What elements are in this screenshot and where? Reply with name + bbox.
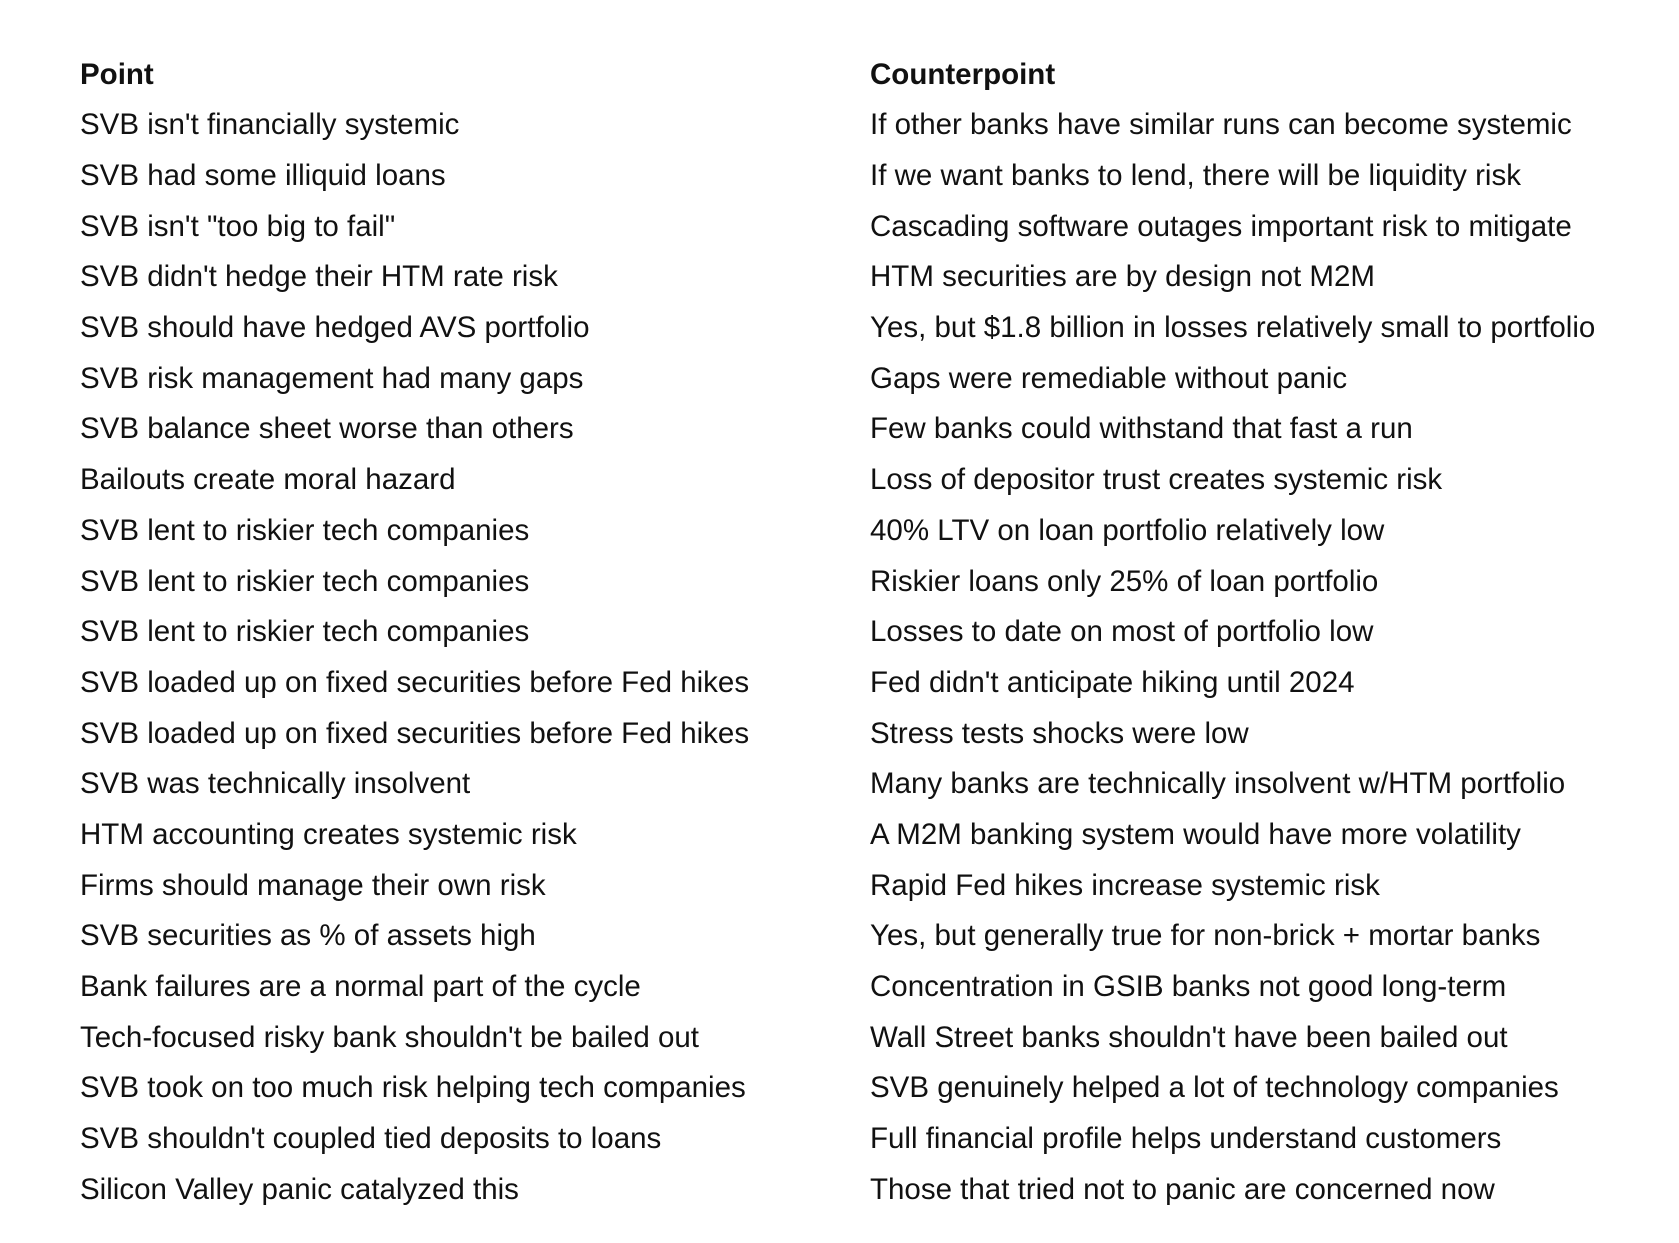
counterpoint-cell: Wall Street banks shouldn't have been bailed out [870,1020,1508,1054]
counterpoint-cell: Full financial profile helps understand customers [870,1122,1502,1156]
point-cell: SVB was technically insolvent [80,767,471,801]
counterpoint-cell: Few banks could withstand that fast a run [870,412,1413,446]
point-cell: SVB lent to riskier tech companies [80,564,530,598]
table-row [80,201,1660,252]
table-row [80,100,1660,151]
point-cell: Bank failures are a normal part of the cycle [80,970,641,1004]
point-cell: SVB didn't hedge their HTM rate risk [80,260,558,294]
point-cell: SVB had some illiquid loans [80,159,446,193]
counterpoint-cell: Yes, but $1.8 billion in losses relatively small to portfolio [870,311,1596,345]
table-row [80,962,1660,1013]
table-row [80,556,1660,607]
counterpoint-cell: 40% LTV on loan portfolio relatively low [870,513,1385,547]
counterpoint-cell: Fed didn't anticipate hiking until 2024 [870,665,1355,699]
counterpoint-cell: Loss of depositor trust creates systemic risk [870,463,1443,497]
counterpoint-cell: HTM securities are by design not M2M [870,260,1375,294]
counterpoint-cell: If we want banks to lend, there will be liquidity risk [870,159,1521,193]
table-row [80,404,1660,455]
point-cell: SVB risk management had many gaps [80,361,584,395]
table-row [80,1164,1660,1215]
table-row [80,1114,1660,1165]
point-cell: SVB isn't financially systemic [80,108,460,142]
point-cell: SVB loaded up on fixed securities before Fed hikes [80,665,750,699]
point-column-header: Point [80,58,154,91]
counterpoint-cell: If other banks have similar runs can become systemic [870,108,1572,142]
point-cell: SVB shouldn't coupled tied deposits to loans [80,1122,662,1156]
counterpoint-cell: SVB genuinely helped a lot of technology companies [870,1071,1559,1105]
point-counterpoint-table [80,50,1660,1215]
table-row [80,759,1660,810]
point-cell: SVB lent to riskier tech companies [80,513,530,547]
table-row [80,1012,1660,1063]
table-row [80,911,1660,962]
point-cell: Bailouts create moral hazard [80,463,456,497]
point-cell: SVB isn't "too big to fail" [80,209,396,243]
counterpoint-cell: A M2M banking system would have more volatility [870,817,1521,851]
counterpoint-cell: Those that tried not to panic are concerned now [870,1172,1495,1206]
counterpoint-column-header: Counterpoint [870,58,1056,91]
counterpoint-cell: Cascading software outages important risk to mitigate [870,209,1572,243]
table-row [80,303,1660,354]
table-row [80,860,1660,911]
counterpoint-cell: Gaps were remediable without panic [870,361,1348,395]
table-row [80,252,1660,303]
point-cell: SVB lent to riskier tech companies [80,615,530,649]
table-row [80,353,1660,404]
table-row [80,151,1660,202]
point-cell: SVB loaded up on fixed securities before Fed hikes [80,716,750,750]
table-body [80,100,1660,1215]
counterpoint-cell: Rapid Fed hikes increase systemic risk [870,868,1380,902]
table-header-row [80,50,1660,100]
table-row [80,1063,1660,1114]
point-cell: Firms should manage their own risk [80,868,546,902]
point-cell: SVB balance sheet worse than others [80,412,574,446]
counterpoint-cell: Stress tests shocks were low [870,716,1249,750]
counterpoint-cell: Riskier loans only 25% of loan portfolio [870,564,1379,598]
point-cell: SVB should have hedged AVS portfolio [80,311,590,345]
point-cell: HTM accounting creates systemic risk [80,817,577,851]
table-row [80,658,1660,709]
point-cell: Silicon Valley panic catalyzed this [80,1172,519,1206]
counterpoint-cell: Losses to date on most of portfolio low [870,615,1374,649]
table-row [80,708,1660,759]
point-cell: SVB securities as % of assets high [80,919,536,953]
table-row [80,810,1660,861]
table-row [80,607,1660,658]
counterpoint-cell: Concentration in GSIB banks not good long-term [870,970,1507,1004]
counterpoint-cell: Yes, but generally true for non-brick + mortar banks [870,919,1541,953]
table-row [80,455,1660,506]
point-cell: SVB took on too much risk helping tech companies [80,1071,746,1105]
table-row [80,506,1660,557]
point-cell: Tech-focused risky bank shouldn't be bailed out [80,1020,699,1054]
counterpoint-cell: Many banks are technically insolvent w/HTM portfolio [870,767,1566,801]
